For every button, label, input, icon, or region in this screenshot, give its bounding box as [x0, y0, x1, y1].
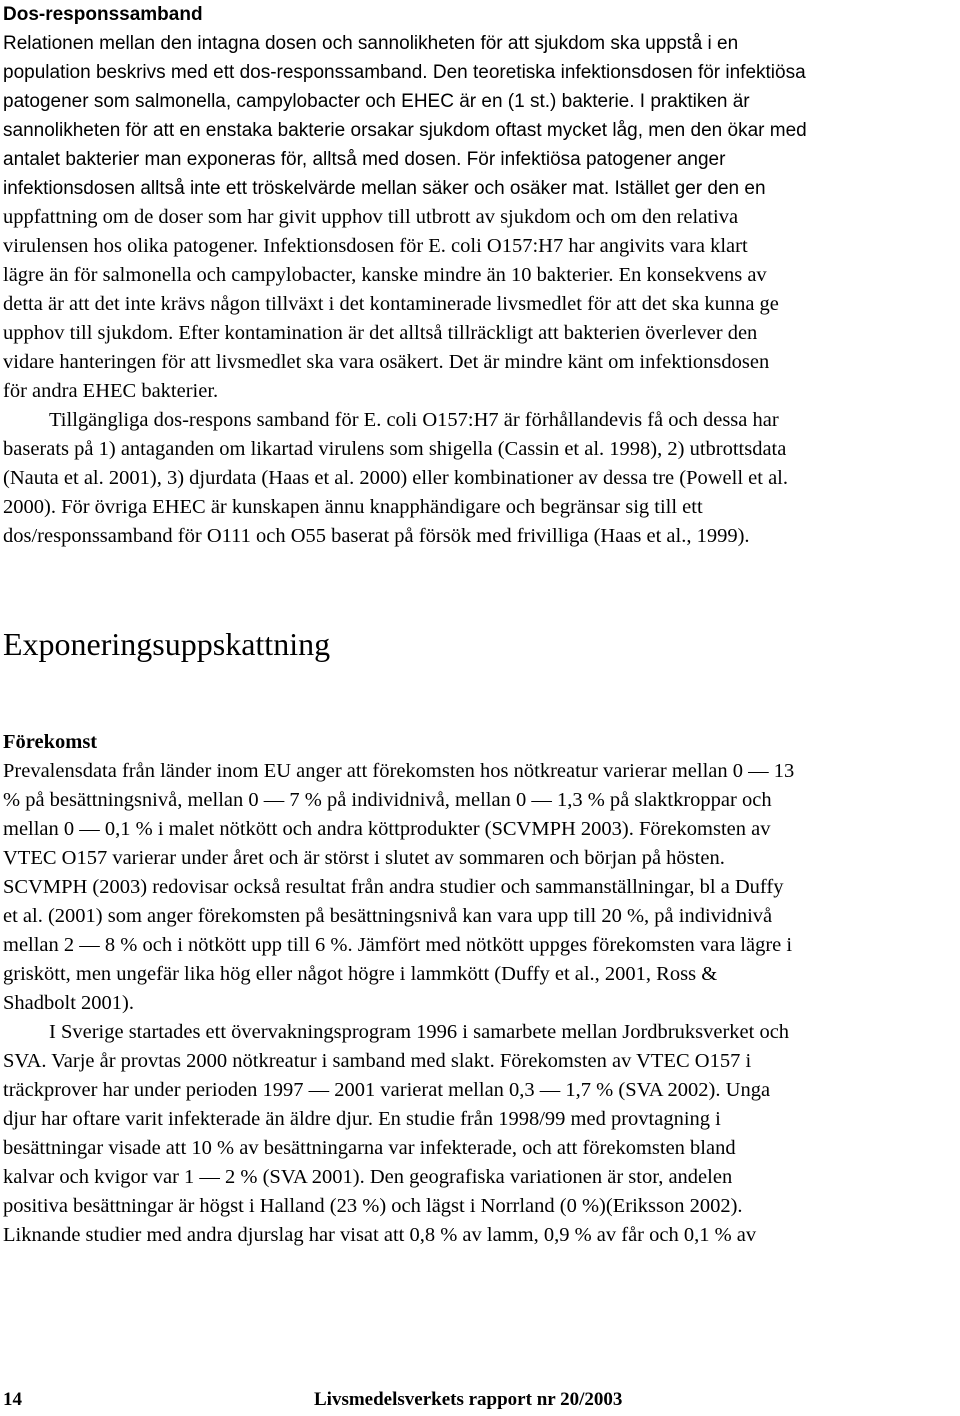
section-heading-exponeringsuppskattning: Exponeringsuppskattning — [3, 626, 331, 662]
text-line: djur har oftare varit infekterade än äldre djur. En studie från 1998/99 med provtagning i — [3, 1108, 721, 1130]
text-line: uppfattning om de doser som har givit upphov till utbrott av sjukdom och om den relativa — [3, 206, 739, 228]
text-line: SVA. Varje år provtas 2000 nötkreatur i samband med slakt. Förekomsten av VTEC O157 i — [3, 1050, 752, 1072]
text-line: griskött, men ungefär lika hög eller något högre i lammkött (Duffy et al., 2001, Ross & — [3, 963, 718, 985]
text-line: mellan 2 — 8 % och i nötkött upp till 6 %. Jämfört med nötkött uppges förekomsten vara lägre i — [3, 934, 793, 956]
text-line: 2000). För övriga EHEC är kunskapen ännu knapphändigare och begränsar sig till ett — [3, 496, 703, 518]
text-line: baserats på 1) antaganden om likartad virulens som shigella (Cassin et al. 1998), 2) utbrottsdata — [3, 438, 787, 460]
text-line: % på besättningsnivå, mellan 0 — 7 % på individnivå, mellan 0 — 1,3 % på slaktkroppar och — [3, 789, 772, 811]
text-line: positiva besättningar är högst i Halland (23 %) och lägst i Norrland (0 %)(Eriksson 2002). — [3, 1195, 743, 1217]
text-line: mellan 0 — 0,1 % i malet nötkött och andra köttprodukter (SCVMPH 2003). Förekomsten av — [3, 818, 771, 840]
paragraph-dos-respons-sans — [3, 29, 960, 203]
paragraph-sverige — [3, 1018, 960, 1250]
text-line: vidare hanteringen för att livsmedlet ska vara osäkert. Det är mindre känt om infektionsdosen — [3, 351, 770, 373]
text-line: virulensen hos olika patogener. Infektionsdosen för E. coli O157:H7 har angivits vara klart — [3, 235, 748, 257]
text-line: (Nauta et al. 2001), 3) djurdata (Haas et al. 2000) eller kombinationer av dessa tre (Powell et al. — [3, 467, 788, 489]
text-line: för andra EHEC bakterier. — [3, 380, 219, 402]
report-title-footer: Livsmedelsverkets rapport nr 20/2003 — [314, 1389, 623, 1410]
text-line: besättningar visade att 10 % av besättningarna var infekterade, och att förekomsten bland — [3, 1137, 736, 1159]
section-heading-dos-responssamband: Dos-responssamband — [3, 4, 203, 25]
text-line: Liknande studier med andra djurslag har visat att 0,8 % av lamm, 0,9 % av får och 0,1 % av — [3, 1224, 757, 1246]
text-line: detta är att det inte krävs någon tillväxt i det kontaminerade livsmedlet för att det ska kunna ge — [3, 293, 779, 315]
text-line: lägre än för salmonella och campylobacter, kanske mindre än 10 bakterier. En konsekvens av — [3, 264, 767, 286]
text-line: patogener som salmonella, campylobacter och EHEC är en (1 st.) bakterie. I praktiken är — [3, 91, 750, 112]
text-line: antalet bakterier man exponeras för, alltså med dosen. För infektiösa patogener anger — [3, 149, 726, 170]
paragraph-dos-respons-serif — [3, 203, 960, 406]
paragraph-tillgangliga — [3, 406, 960, 551]
text-line: Shadbolt 2001). — [3, 992, 134, 1014]
text-line: I Sverige startades ett övervakningsprogram 1996 i samarbete mellan Jordbruksverket och — [49, 1021, 790, 1043]
text-line: kalvar och kvigor var 1 — 2 % (SVA 2001). Den geografiska variationen är stor, andelen — [3, 1166, 733, 1188]
text-line: träckprover har under perioden 1997 — 2001 varierat mellan 0,3 — 1,7 % (SVA 2002). Unga — [3, 1079, 771, 1101]
page-number: 14 — [3, 1389, 22, 1410]
text-line: population beskrivs med ett dos-responssamband. Den teoretiska infektionsdosen för infektiösa — [3, 62, 806, 83]
subheading-forekomst: Förekomst — [3, 731, 98, 753]
paragraph-prevalensdata — [3, 757, 960, 1018]
text-line: VTEC O157 varierar under året och är störst i slutet av sommaren och början på hösten. — [3, 847, 725, 869]
text-line: infektionsdosen alltså inte ett tröskelvärde mellan säker och osäker mat. Istället ger den en — [3, 178, 766, 199]
text-line: sannolikheten för att en enstaka bakterie orsakar sjukdom oftast mycket låg, men den ökar med — [3, 120, 807, 141]
text-line: dos/responssamband för O111 och O55 baserat på försök med frivilliga (Haas et al., 1999). — [3, 525, 750, 547]
text-line: Tillgängliga dos-respons samband för E. coli O157:H7 är förhållandevis få och dessa har — [49, 409, 779, 431]
text-line: Relationen mellan den intagna dosen och sannolikheten för att sjukdom ska uppstå i en — [3, 33, 739, 54]
text-line: upphov till sjukdom. Efter kontamination är det alltså tillräckligt att bakterien överlever den — [3, 322, 758, 344]
text-line: Prevalensdata från länder inom EU anger att förekomsten hos nötkreatur varierar mellan 0 — 13 — [3, 760, 795, 782]
text-line: SCVMPH (2003) redovisar också resultat från andra studier och sammanställningar, bl a Duffy — [3, 876, 784, 898]
text-line: et al. (2001) som anger förekomsten på besättningsnivå kan vara upp till 20 %, på individnivå — [3, 905, 773, 927]
